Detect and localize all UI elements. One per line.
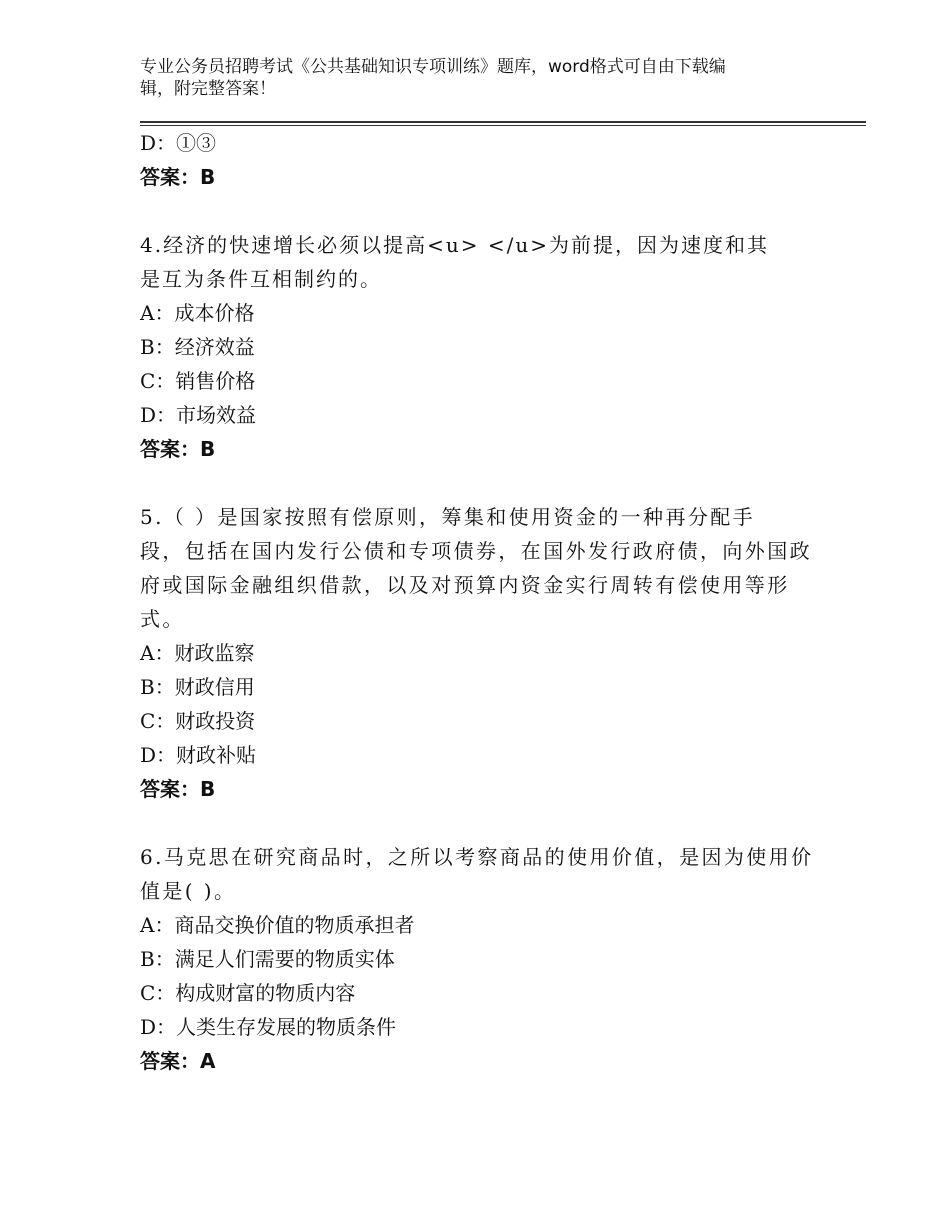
answer-line: 答案：B [140,777,216,801]
question-stem-line: 式。 [140,607,185,631]
option-d: D：人类生存发展的物质条件 [140,1015,397,1039]
answer-line: 答案：A [140,1049,216,1073]
question-5 [140,500,810,806]
option-c: C：财政投资 [140,709,256,733]
spacer [140,806,810,840]
question-stem-line: 4.经济的快速增长必须以提高<u> </u>为前提，因为速度和其 [140,233,769,257]
option-d: D：财政补贴 [140,743,257,767]
question-stem-line: 5.（ ）是国家按照有偿原则，筹集和使用资金的一种再分配手 [140,505,756,529]
option-b: B：财政信用 [140,675,255,699]
answer-line: 答案：B [140,437,216,461]
option-c: C：销售价格 [140,369,256,393]
question-stem-line: 段，包括在国内发行公债和专项债券，在国外发行政府债，向外国政 [140,539,812,563]
page-header [140,56,800,100]
spacer [140,194,810,228]
option-d: D：①③ [140,131,217,155]
header-line: 专业公务员招聘考试《公共基础知识专项训练》题库，word格式可自由下载编 [140,57,726,77]
question-4 [140,228,810,466]
question-stem-line: 府或国际金融组织借款，以及对预算内资金实行周转有偿使用等形 [140,573,790,597]
option-d: D：市场效益 [140,403,257,427]
question-6 [140,840,814,1078]
question-stem-line: 值是( )。 [140,879,237,903]
question-list [140,126,814,1078]
option-a: A：商品交换价值的物质承担者 [140,913,415,937]
option-b: B：满足人们需要的物质实体 [140,947,395,971]
option-a: A：成本价格 [140,301,255,325]
spacer [140,466,810,500]
option-b: B：经济效益 [140,335,255,359]
question-stem-line: 6.马克思在研究商品时，之所以考察商品的使用价值，是因为使用价 [140,845,814,869]
answer-line: 答案：B [140,165,216,189]
header-line: 辑，附完整答案！ [140,79,276,99]
option-a: A：财政监察 [140,641,255,665]
option-c: C：构成财富的物质内容 [140,981,356,1005]
header-rule-thick [140,121,866,123]
question-stem-line: 是互为条件互相制约的。 [140,267,382,291]
